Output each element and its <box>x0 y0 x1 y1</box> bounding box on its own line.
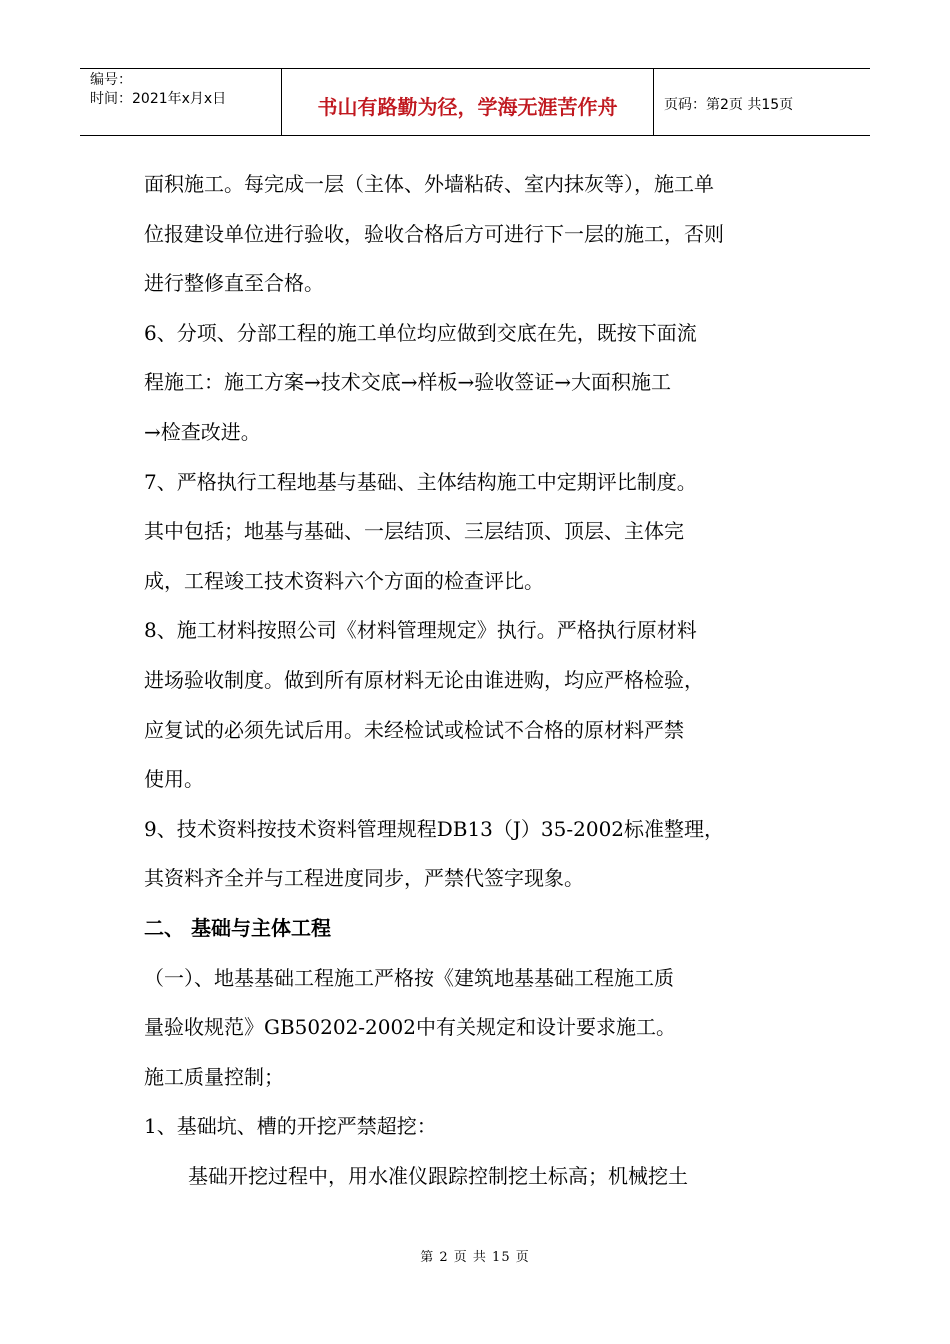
header-page-info: 页码：第2页 共15页 <box>664 97 794 113</box>
page-footer: 第 2 页 共 15 页 <box>420 1250 530 1265</box>
text-line: 其资料齐全并与工程进度同步，严禁代签字现象。 <box>144 866 584 891</box>
text-line: 施工质量控制； <box>144 1064 284 1089</box>
text-line: （一）、地基基础工程施工严格按《建筑地基基础工程施工质 <box>144 965 674 990</box>
document-date: 时间：2021年x月x日 <box>90 91 227 107</box>
text-line: 应复试的必须先试后用。未经检试或检试不合格的原材料严禁 <box>144 717 684 742</box>
document-number-label: 编号： <box>90 72 132 88</box>
text-line: 成，工程竣工技术资料六个方面的检查评比。 <box>144 568 544 593</box>
text-line: 8、施工材料按照公司《材料管理规定》执行。严格执行原材料 <box>144 618 697 643</box>
text-line: 9、技术资料按技术资料管理规程DB13（J）35-2002标准整理， <box>144 816 725 841</box>
text-line: 基础开挖过程中，用水准仪跟踪控制挖土标高；机械挖土 <box>188 1163 688 1188</box>
text-line: →检查改进。 <box>144 419 261 444</box>
header-meta <box>80 69 282 135</box>
text-line: 1、基础坑、槽的开挖严禁超挖： <box>144 1114 437 1139</box>
text-line: 量验收规范》GB50202-2002中有关规定和设计要求施工。 <box>144 1015 676 1040</box>
text-line: 7、严格执行工程地基与基础、主体结构施工中定期评比制度。 <box>144 469 697 494</box>
text-line: 进场验收制度。做到所有原材料无论由谁进购，均应严格检验， <box>144 667 704 692</box>
text-line: 使用。 <box>144 767 204 792</box>
page-header <box>80 68 870 136</box>
text-line: 其中包括；地基与基础、一层结顶、三层结顶、顶层、主体完 <box>144 519 684 544</box>
text-line: 位报建设单位进行验收，验收合格后方可进行下一层的施工，否则 <box>144 221 724 246</box>
text-line: 6、分项、分部工程的施工单位均应做到交底在先，既按下面流 <box>144 320 697 345</box>
header-motto: 书山有路勤为径，学海无涯苦作舟 <box>282 69 654 135</box>
document-body <box>144 160 804 1201</box>
section-heading: 二、 基础与主体工程 <box>144 915 331 940</box>
text-line: 进行整修直至合格。 <box>144 271 324 296</box>
text-line: 程施工：施工方案→技术交底→样板→验收签证→大面积施工 <box>144 370 672 395</box>
text-line: 面积施工。每完成一层（主体、外墙粘砖、室内抹灰等），施工单 <box>144 172 714 196</box>
